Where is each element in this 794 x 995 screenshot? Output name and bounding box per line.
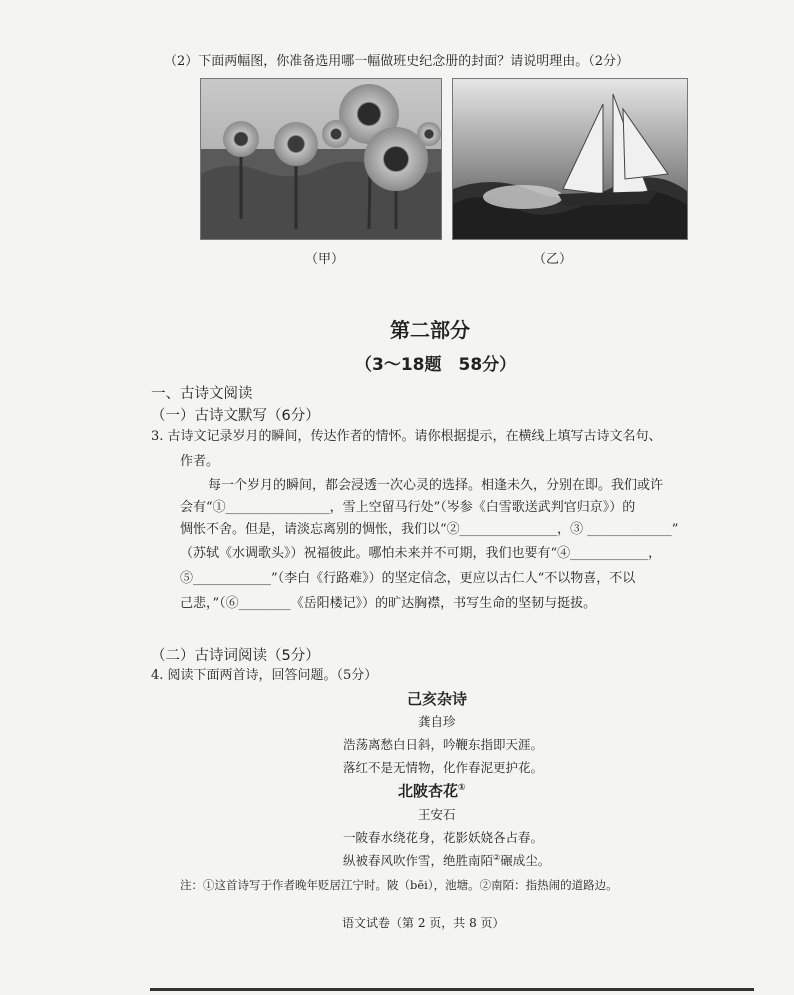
question-3-line1: 3. 古诗文记录岁月的瞬间，传达作者的情怀。请你根据提示，在横线上填写古诗文名句、 — [151, 429, 662, 444]
poem-2-line2-note: ② — [493, 852, 501, 862]
question-4-text: 4. 阅读下面两首诗，回答问题。（5分） — [151, 668, 378, 683]
question-3-para-line3: 惆怅不舍。但是，请淡忘离别的惆怅，我们以“②_______________，③ _____________” — [180, 522, 679, 537]
sailing-ship-image — [452, 78, 688, 240]
question-3-para-line1: 每一个岁月的瞬间，都会浸透一次心灵的选择。相逢未久，分别在即。我们或许 — [208, 478, 664, 493]
poem-2-line1: 一陂春水绕花身，花影妖娆各占春。 — [343, 830, 544, 845]
part-title: 第二部分 — [390, 318, 470, 342]
question-3-para-line5: ⑤____________”（李白《行路难》）的坚定信念，更应以古仁人“不以物喜，不以 — [180, 571, 636, 586]
poem-2-title — [398, 780, 466, 801]
question-3-para-line4: （苏轼《水调歌头》）祝福彼此。哪怕未来并不可期，我们也要有“④____________， — [180, 546, 662, 561]
question-3-para-line2: 会有“①________________，雪上空留马行处”（岑参《白雪歌送武判官归京》）的 — [180, 500, 636, 515]
poem-1-title: 己亥杂诗 — [407, 690, 468, 708]
part-subtitle: （3～18题 58分） — [355, 355, 517, 375]
poem-2-line2 — [343, 851, 550, 869]
poem-1-line2: 落红不是无情物，化作春泥更护花。 — [343, 760, 544, 775]
annotation-note: 注：①这首诗写于作者晚年贬居江宁时。陂（bēi），池塘。②南陌：指热闹的道路边。 — [180, 878, 618, 892]
poem-2-title-text: 北陂杏花 — [398, 782, 459, 800]
section-1-title: 一、古诗文阅读 — [151, 386, 253, 402]
image-caption-b: （乙） — [533, 252, 573, 267]
question-3-para-line6: 己悲，”（⑥________《岳阳楼记》）的旷达胸襟，书写生命的坚韧与挺拔。 — [180, 596, 597, 611]
scan-bottom-edge — [150, 988, 754, 991]
poem-2-line2-part1: 纵被春风吹作雪，绝胜南陌 — [343, 853, 494, 868]
question-2-text: （2）下面两幅图，你准备选用哪一幅做班史纪念册的封面？请说明理由。（2分） — [164, 54, 630, 69]
question-3-line2: 作者。 — [180, 454, 220, 469]
sunflower-image — [200, 78, 442, 240]
subsection-1-title: （一）古诗文默写（6分） — [151, 408, 320, 424]
poem-2-line2-part2: 碾成尘。 — [500, 853, 551, 868]
poem-2-title-note: ① — [458, 783, 466, 793]
poem-2-author: 王安石 — [418, 807, 456, 822]
subsection-2-title: （二）古诗词阅读（5分） — [151, 648, 320, 664]
page-footer: 语文试卷（第 2 页，共 8 页） — [342, 916, 505, 930]
image-caption-a: （甲） — [305, 252, 345, 267]
poem-1-line1: 浩荡离愁白日斜，吟鞭东指即天涯。 — [343, 737, 544, 752]
poem-1-author: 龚自珍 — [418, 714, 456, 729]
